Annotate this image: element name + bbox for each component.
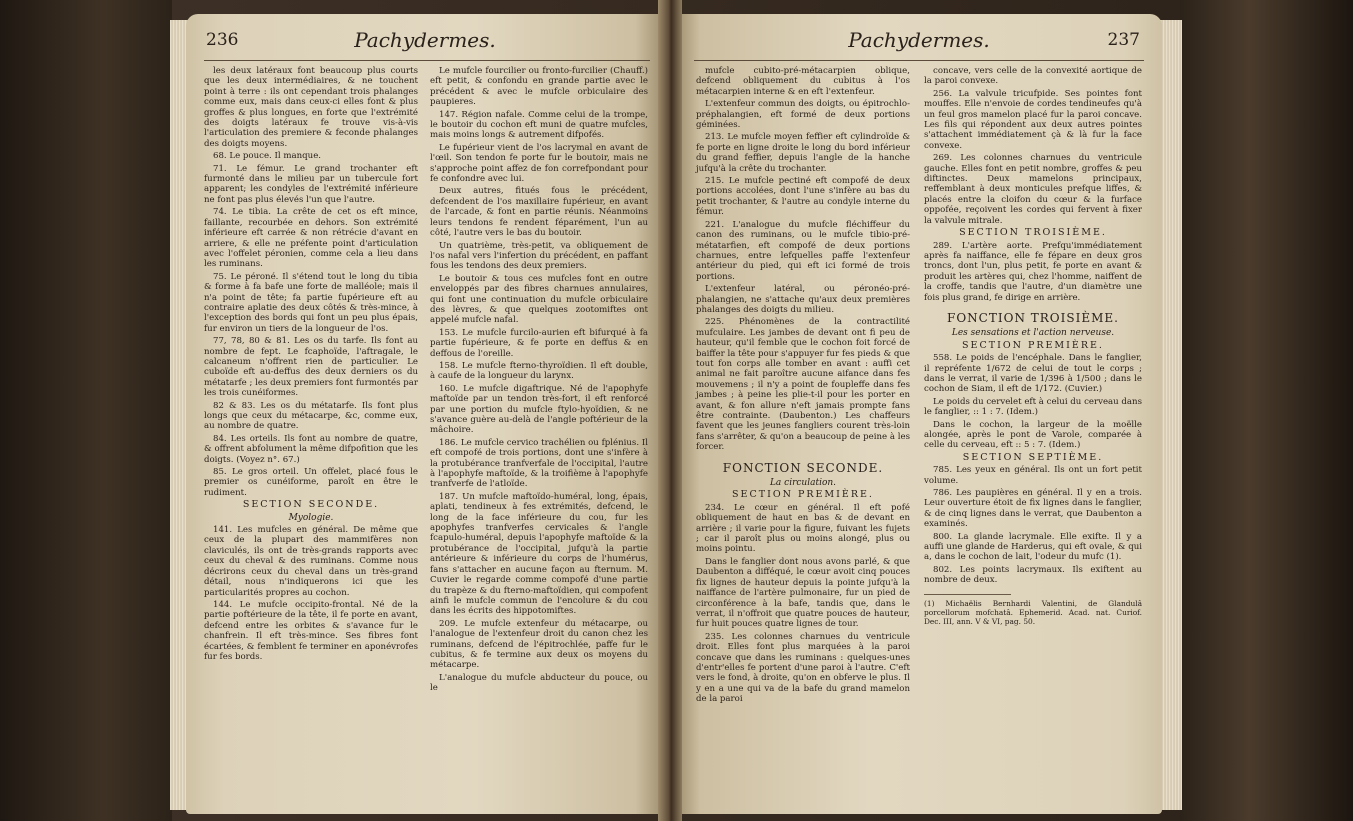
left-cover	[0, 0, 172, 821]
left-head-rule	[204, 60, 650, 61]
paragraph: 74. Le tibia. La crête de cet os eft mince, faillante, recourbée en dehors. Son extrémité inférieure eft carrée & non rétrécie d'avant en arriere, & elle ne préfente point d'articulation avec l'offelet péronien, comme cela a lieu dans les ruminans.	[204, 207, 418, 270]
paragraph: 234. Le cœur en général. Il eft pofé obliquement de haut en bas & de devant en arrière ; il varie pour la figure, fuivant les fujets ; car il paroît plus ou moins alongé, plus ou moins pointu.	[696, 502, 910, 555]
paragraph: 186. Le mufcle cervico trachélien ou fplénius. Il eft compofé de trois portions, dont une s'infère à la protubérance tranfverfale de l'occipital, l'autre à l'apophyfe maftoïde, & la troifième à l'apophyfe tranfverfe de l'atloïde.	[430, 437, 648, 490]
left-column-2	[430, 66, 648, 696]
right-column-1	[696, 66, 910, 707]
subsection-heading: Les sensations et l'action nerveuse.	[951, 328, 1115, 339]
function-heading: FONCTION TROISIÈME.	[947, 310, 1119, 325]
paragraph: Dans le fanglier dont nous avons parlé, & que Daubenton a difféqué, le cœur avoit cinq pouces fix lignes de hauteur depuis la pointe jufqu'à la naiffance de l'artère pulmonaire, fur un pied de circonférence à la bafe, tandis que, dans le verrat, il n'offroit que quatre pouces de hauteur, fur huit pouces quatre lignes de tour.	[696, 556, 910, 630]
paragraph: Le mufcle fourcilier ou fronto-furcilier (Chauff.) eft petit, & confondu en grande partie avec le précédent & avec le mufcle orbiculaire des paupieres.	[430, 66, 648, 108]
paragraph: concave, vers celle de la convexité aortique de la paroi convexe.	[924, 66, 1142, 87]
section-heading: SECTION PREMIÈRE.	[962, 339, 1104, 351]
paragraph: 141. Les mufcles en général. De même que ceux de la plupart des mammifères non claviculés, ils ont de très-grands rapports avec ceux du cheval & des ruminans. Comme nous décrirons ceux du cheval dans un très-grand détail, nous n'indiquerons ici que les particularités propres au cochon.	[204, 525, 418, 598]
paragraph: 77, 78, 80 & 81. Les os du tarfe. Ils font au nombre de fept. Le fcaphoïde, l'aftragale, le calcaneum n'offrent rien de particulier. Le cuboïde eft au-deffus des deux derniers os du métatarfe ; les deux premiers font furmontés par les trois cunéiformes.	[204, 336, 418, 399]
paragraph: 144. Le mufcle occipito-frontal. Né de la partie poftérieure de la tête, il fe porte en avant, defcend entre les orbites & s'avance fur le chanfrein. Il eft très-mince. Ses fibres font écartées, & femblent fe terminer en aponévrofes fur fes bords.	[204, 599, 418, 662]
book-gutter	[658, 0, 682, 821]
paragraph: 215. Le mufcle pectiné eft compofé de deux portions accolées, dont l'une s'infère au bas du petit trochanter, & l'autre au condyle interne du fémur.	[696, 176, 910, 218]
footnote-text: (1) Michaëlis Bernhardi Valentini, de Glandulâ porcellorum mofchatâ. Ephemerid. Acad. nat. Curiof. Dec. III, ann. V & VI, pag. 50.	[924, 598, 1142, 626]
section-heading: SECTION SECONDE.	[242, 499, 380, 511]
paragraph: Le fupérieur vient de l'os lacrymal en avant de l'œil. Son tendon fe porte fur le boutoir, mais ne s'approche point affez de fon correfpondant pour fe confondre avec lui.	[430, 142, 648, 185]
paragraph: 289. L'artère aorte. Prefqu'immédiatement après fa naiffance, elle fe fépare en deux gros troncs, dont l'un, plus petit, fe porte en avant & produit les artères qui, chez l'homme, naiffent de la croffe, tandis que l'autre, d'un diamètre une fois plus grand, fe dirige en arrière.	[924, 240, 1142, 303]
left-column-1	[204, 66, 418, 664]
right-page-edges	[1160, 20, 1182, 810]
paragraph: L'extenfeur latéral, ou péronéo-pré-phalangien, ne s'attache qu'aux deux premières phalanges des doigts du milieu.	[696, 284, 910, 315]
right-running-head: Pachydermes.	[848, 28, 990, 52]
footnote	[924, 599, 1142, 626]
paragraph: Un quatrième, très-petit, va obliquement de l'os nafal vers l'infertion du précédent, en paffant fous les tendons des deux premiers.	[430, 240, 648, 272]
paragraph: 256. La valvule tricufpide. Ses pointes font mouffes. Elle n'envoie de cordes tendineufes qu'à un feul gros mamelon placé fur la paroi concave. Les fils qui répondent aux deux autres pointes s'attachent immédiatement çà & là fur la face convexe.	[924, 88, 1142, 151]
right-cover	[1180, 0, 1353, 821]
paragraph: Deux autres, fitués fous le précédent, defcendent de l'os maxillaire fupérieur, en avant de l'arcade, & font en partie réunis. Néanmoins leurs tendons fe rendent féparément, l'un au côté, l'autre vers le bas du boutoir.	[430, 186, 648, 239]
paragraph: 75. Le péroné. Il s'étend tout le long du tibia & forme à fa bafe une forte de malléole; mais il n'a point de tête; fa partie fupérieure eft au contraire aplatie des deux côtés & très-mince, à l'exception des bords qui font un peu plus épais, fur environ un tiers de la longueur de l'os.	[204, 271, 418, 334]
subsection-heading: La circulation.	[769, 478, 837, 489]
function-heading: FONCTION SECONDE.	[722, 460, 884, 475]
paragraph: 153. Le mufcle furcilo-aurien eft bifurqué à fa partie fupérieure, & fe porte en deffus & en deffous de l'oreille.	[430, 327, 648, 359]
paragraph: 225. Phénomènes de la contractilité mufculaire. Les jambes de devant ont fi peu de hauteur, qu'il femble que le cochon foit forcé de baiffer la tête pour s'appuyer fur fes pieds & que tout fon corps alle tomber en avant : auffi cet animal ne fait paroître aucune aifance dans fes mouvemens ; il n'y a point de foupleffe dans fes jambes ; à peine les plie-t-il pour les porter en avant, & fon allure n'eft jamais prompte fans être contrainte. (Daubenton.) Les chaffeurs favent que les jeunes fangliers courent très-loin fans s'arrêter, & qu'on a beaucoup de peine à les forcer.	[696, 317, 910, 453]
paragraph: 802. Les points lacrymaux. Ils exiftent au nombre de deux.	[924, 564, 1142, 586]
paragraph: 786. Les paupières en général. Il y en a trois. Leur ouverture étoit de fix lignes dans le fanglier, & de cinq lignes dans le verrat, que Daubenton a examinés.	[924, 488, 1142, 530]
left-page	[186, 14, 664, 814]
paragraph: 85. Le gros orteil. Un offelet, placé fous le premier os cunéiforme, paroît en être le rudiment.	[204, 467, 418, 498]
paragraph: 158. Le mufcle fterno-thyroïdien. Il eft double, à caufe de la longueur du larynx.	[430, 360, 648, 382]
paragraph: 785. Les yeux en général. Ils ont un fort petit volume.	[924, 465, 1142, 486]
paragraph: 147. Région nafale. Comme celui de la trompe, le boutoir du cochon eft muni de quatre mufcles, mais moins longs & autrement difpofés.	[430, 109, 648, 141]
right-page	[676, 14, 1162, 814]
paragraph: 71. Le fémur. Le grand trochanter eft furmonté dans le milieu par un tubercule fort apparent; les condyles de l'extrémité inférieure ne font pas plus élevés l'un que l'autre.	[204, 163, 418, 205]
footnote-rule	[924, 594, 1011, 595]
paragraph: 269. Les colonnes charnues du ventricule gauche. Elles font en petit nombre, groffes & peu diftinctes. Deux mamelons principaux, reffemblant à deux monticules prefque liffes, & placés entre la cloifon du cœur & la furface oppofée, reçoivent les cordes qui fervent à fixer la valvule mitrale.	[924, 153, 1142, 226]
section-heading: SECTION TROISIÈME.	[959, 227, 1107, 239]
paragraph: 82 & 83. Les os du métatarfe. Ils font plus longs que ceux du métacarpe, &c, comme eux, au nombre de quatre.	[204, 400, 418, 432]
paragraph: L'extenfeur commun des doigts, ou épitrochlo-préphalangien, eft formé de deux portions géminées.	[696, 99, 910, 131]
paragraph: mufcle cubito-pré-métacarpien oblique, defcend obliquement du cubitus à l'os métacarpien interne & en eft l'extenfeur.	[696, 66, 910, 97]
paragraph: L'analogue du mufcle abducteur du pouce, ou le	[430, 672, 648, 694]
left-page-number: 236	[206, 30, 239, 50]
paragraph: les deux latéraux font beaucoup plus courts que les deux intermédiaires, & ne touchent point à terre : ils ont cependant trois phalanges comme eux, mais dans ceux-ci elles font & plus groffes & plus longues, en forte que l'extrémité des doigts latéraux fe trouve vis-à-vis l'articulation des premiere & feconde phalanges des doigts moyens.	[204, 66, 418, 149]
paragraph: 213. Le mufcle moyen feffier eft cylindroïde & fe porte en ligne droite le long du bord inférieur du grand feffier, depuis l'angle de la hanche jufqu'à la crête du trochanter.	[696, 132, 910, 174]
paragraph: 558. Le poids de l'encéphale. Dans le fanglier, il repréfente 1/672 de celui de tout le corps ; dans le verrat, il varie de 1/396 à 1/500 ; dans le cochon de Siam, il eft de 1/172. (Cuvier.)	[924, 353, 1142, 395]
paragraph: 209. Le mufcle extenfeur du métacarpe, ou l'analogue de l'extenfeur droit du canon chez les ruminans, defcend de l'épitrochlée, paffe fur le cubitus, & fe termine aux deux os moyens du métacarpe.	[430, 618, 648, 671]
section-heading: SECTION PREMIÈRE.	[732, 489, 874, 501]
paragraph: 235. Les colonnes charnues du ventricule droit. Elles font plus marquées à la paroi concave que dans les ruminans : quelques-unes d'entr'elles fe portent d'une paroi à l'autre. C'eft vers le fond, à droite, qu'on en obferve le plus. Il y en a une qui va de la bafe du grand mamelon de la paroi	[696, 631, 910, 705]
paragraph: 187. Un mufcle maftoïdo-huméral, long, épais, aplati, tendineux à fes extrémités, defcend, le long de la face inférieure du cou, fur les apophyfes tranfverfes cervicales & l'angle fcapulo-huméral, depuis l'apophyfe maftoïde & la protubérance de l'occipital, jufqu'à la partie antérieure & inférieure du corps de l'humérus, fans s'attacher en aucune façon au fternum. M. Cuvier le regarde comme compofé d'une partie du trapèze & du fterno-maftoïdien, qui compofent ainfi le mufcle commun de l'encolure & du cou dans les écrits des hippotomiftes.	[430, 491, 648, 617]
paragraph: 68. Le pouce. Il manque.	[213, 151, 322, 162]
right-head-rule	[694, 60, 1144, 61]
paragraph: 160. Le mufcle digaftrique. Né de l'apophyfe maftoïde par un tendon très-fort, il eft renforcé par une portion du mufcle ftylo-hyoïdien, & ne s'avance guère au-delà de l'angle poftérieur de la mâchoire.	[430, 383, 648, 436]
left-running-head: Pachydermes.	[354, 28, 496, 52]
paragraph: Dans le cochon, la largeur de la moëlle alongée, après le pont de Varole, comparée à celle du cerveau, eft :: 5 : 7. (Idem.)	[924, 419, 1142, 451]
paragraph: Le poids du cervelet eft à celui du cerveau dans le fanglier, :: 1 : 7. (Idem.)	[924, 396, 1142, 418]
paragraph: Le boutoir & tous ces mufcles font en outre enveloppés par des fibres charnues annulaires, qui font une continuation du mufcle orbiculaire des lèvres, & que quelques zootomiftes ont appelé mufcle nafal.	[430, 273, 648, 326]
paragraph: 84. Les orteils. Ils font au nombre de quatre, & offrent abfolument la même difpofition que les doigts. (Voyez n°. 67.)	[204, 433, 418, 465]
paragraph: 800. La glande lacrymale. Elle exifte. Il y a auffi une glande de Harderus, qui eft ovale, & qui a, dans le cochon de lait, l'odeur du mufc (1).	[924, 531, 1142, 563]
subsection-heading: Myologie.	[288, 512, 334, 523]
right-page-number: 237	[1107, 30, 1140, 50]
paragraph: 221. L'analogue du mufcle fléchiffeur du canon des ruminans, ou le mufcle tibio-pré-métatarfien, eft compofé de deux portions charnues, entre lefquelles paffe l'extenfeur antérieur du pied, qui eft ici formé de trois portions.	[696, 219, 910, 282]
right-column-2	[924, 66, 1142, 626]
section-heading: SECTION SEPTIÈME.	[962, 451, 1104, 463]
